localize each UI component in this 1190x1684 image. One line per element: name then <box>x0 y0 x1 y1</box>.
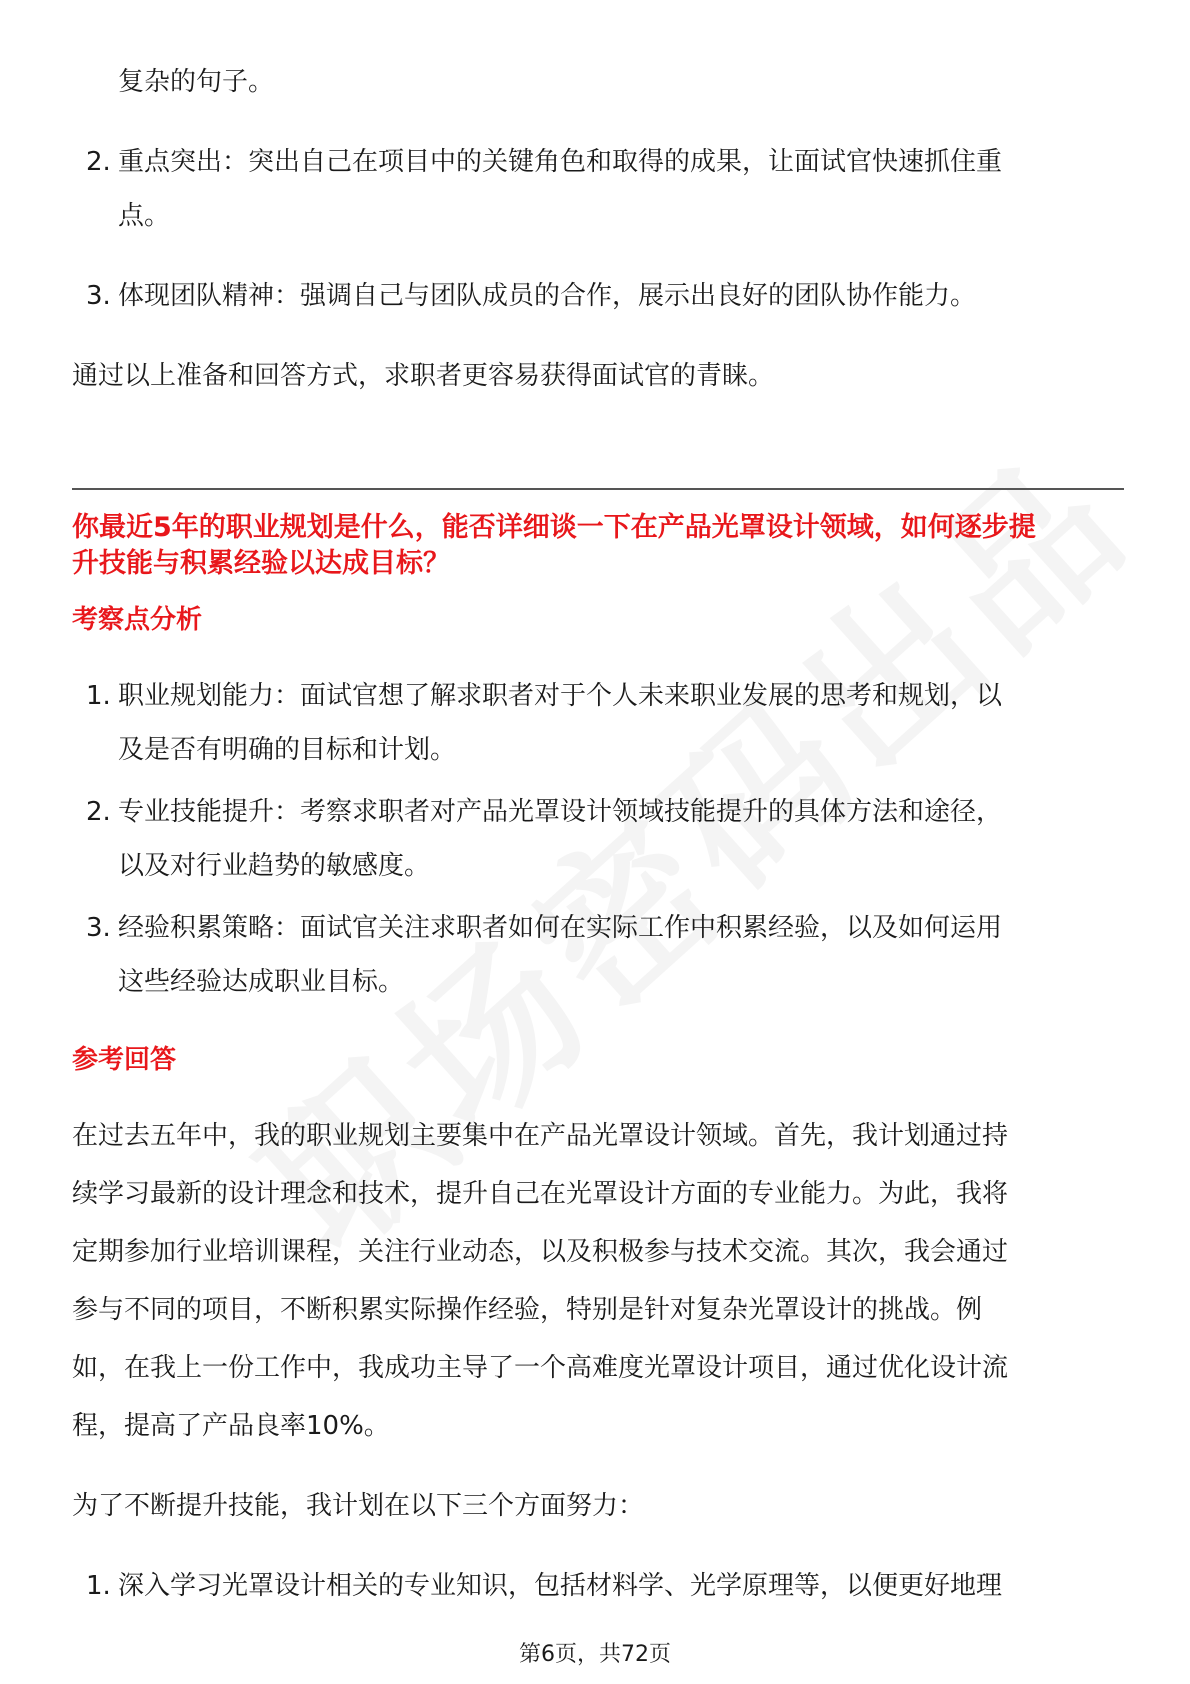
list-item-text: 重点突出：突出自己在项目中的关键角色和取得的成果，让面试官快速抓住重 <box>118 147 1003 177</box>
plan-intro: 为了不断提升技能，我计划在以下三个方面努力： <box>72 1491 645 1521</box>
answer-paragraph-line: 参与不同的项目，不断积累实际操作经验，特别是针对复杂光罩设计的挑战。例 <box>72 1295 983 1325</box>
section-divider <box>72 488 1124 490</box>
list-number: 2. <box>86 147 111 177</box>
question-heading: 你最近5年的职业规划是什么，能否详细谈一下在产品光罩设计领域，如何逐步提 <box>72 512 1036 543</box>
answer-paragraph-line: 程，提高了产品良率10%。 <box>72 1411 390 1441</box>
answer-paragraph-line: 定期参加行业培训课程，关注行业动态，以及积极参与技术交流。其次，我会通过 <box>72 1237 1009 1267</box>
list-item-text: 点。 <box>118 201 171 231</box>
list-number: 1. <box>86 1571 111 1601</box>
list-item-text: 经验积累策略：面试官关注求职者如何在实际工作中积累经验，以及如何运用 <box>118 913 1003 943</box>
answer-paragraph-line: 如，在我上一份工作中，我成功主导了一个高难度光罩设计项目，通过优化设计流 <box>72 1353 1009 1383</box>
answer-paragraph-line: 续学习最新的设计理念和技术，提升自己在光罩设计方面的专业能力。为此，我将 <box>72 1179 1009 1209</box>
continuation-text: 复杂的句子。 <box>118 67 275 97</box>
list-number: 2. <box>86 797 111 827</box>
list-item-text: 体现团队精神：强调自己与团队成员的合作，展示出良好的团队协作能力。 <box>118 281 977 311</box>
list-item-text: 职业规划能力：面试官想了解求职者对于个人未来职业发展的思考和规划，以 <box>118 681 1003 711</box>
list-item-text: 以及对行业趋势的敏感度。 <box>118 851 431 881</box>
answer-heading: 参考回答 <box>72 1045 177 1075</box>
list-item-text: 及是否有明确的目标和计划。 <box>118 735 457 765</box>
page-footer: 第6页，共72页 <box>519 1642 671 1667</box>
list-item-text: 专业技能提升：考察求职者对产品光罩设计领域技能提升的具体方法和途径， <box>118 797 1003 827</box>
answer-paragraph-line: 在过去五年中，我的职业规划主要集中在产品光罩设计领域。首先，我计划通过持 <box>72 1121 1009 1151</box>
list-number: 3. <box>86 281 111 311</box>
list-item-text: 这些经验达成职业目标。 <box>118 967 405 997</box>
list-number: 3. <box>86 913 111 943</box>
summary-paragraph: 通过以上准备和回答方式，求职者更容易获得面试官的青睐。 <box>72 361 775 391</box>
list-item-text: 深入学习光罩设计相关的专业知识，包括材料学、光学原理等，以便更好地理 <box>118 1571 1003 1601</box>
question-heading: 升技能与积累经验以达成目标？ <box>72 548 450 579</box>
analysis-heading: 考察点分析 <box>72 605 203 635</box>
list-number: 1. <box>86 681 111 711</box>
